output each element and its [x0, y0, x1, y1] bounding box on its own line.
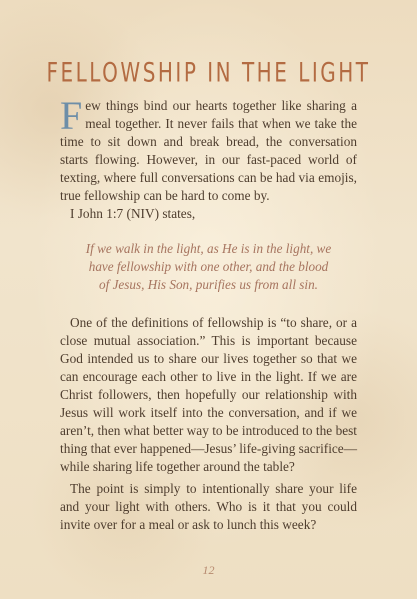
verse-line-2: have fellowship with one other, and the blood	[88, 259, 329, 274]
drop-cap: F	[60, 93, 83, 138]
intro-text: ew things bind our hearts together like sharing a meal together. It never fails that when we take the time to sit down and break bread, the conversation starts flowing. However, in our fast-paced world of texting, where full conversations can be had via emojis, true fellowship can be hard to come by.	[60, 98, 357, 203]
verse-line-1: If we walk in the light, as He is in the light, we	[85, 241, 332, 256]
scripture-quote	[60, 240, 357, 294]
scripture-reference: I John 1:7 (NIV) states,	[70, 206, 196, 221]
intro-paragraph	[60, 93, 357, 205]
closing-paragraph: The point is simply to intentionally share your life and your light with others. Who is it that you could invite over for a meal or ask to lunch this week?	[60, 481, 357, 532]
page-body	[60, 93, 357, 534]
page-number: 12	[202, 563, 215, 577]
definition-paragraph: One of the definitions of fellowship is “to share, or a close mutual association.” This is important because God intended us to share our lives together so that we can encourage each other to live in the light. If we are Christ followers, then hopefully our relationship with Jesus will work itself into the conversation, and if we aren’t, then what better way to be introduced to the best thing that ever happened—Jesus’ life-giving sacrifice—while sharing life together around the table?	[60, 315, 357, 474]
verse-line-3: of Jesus, His Son, purifies us from all sin.	[99, 277, 318, 292]
page-title: FELLOWSHIP IN THE LIGHT	[46, 56, 371, 89]
